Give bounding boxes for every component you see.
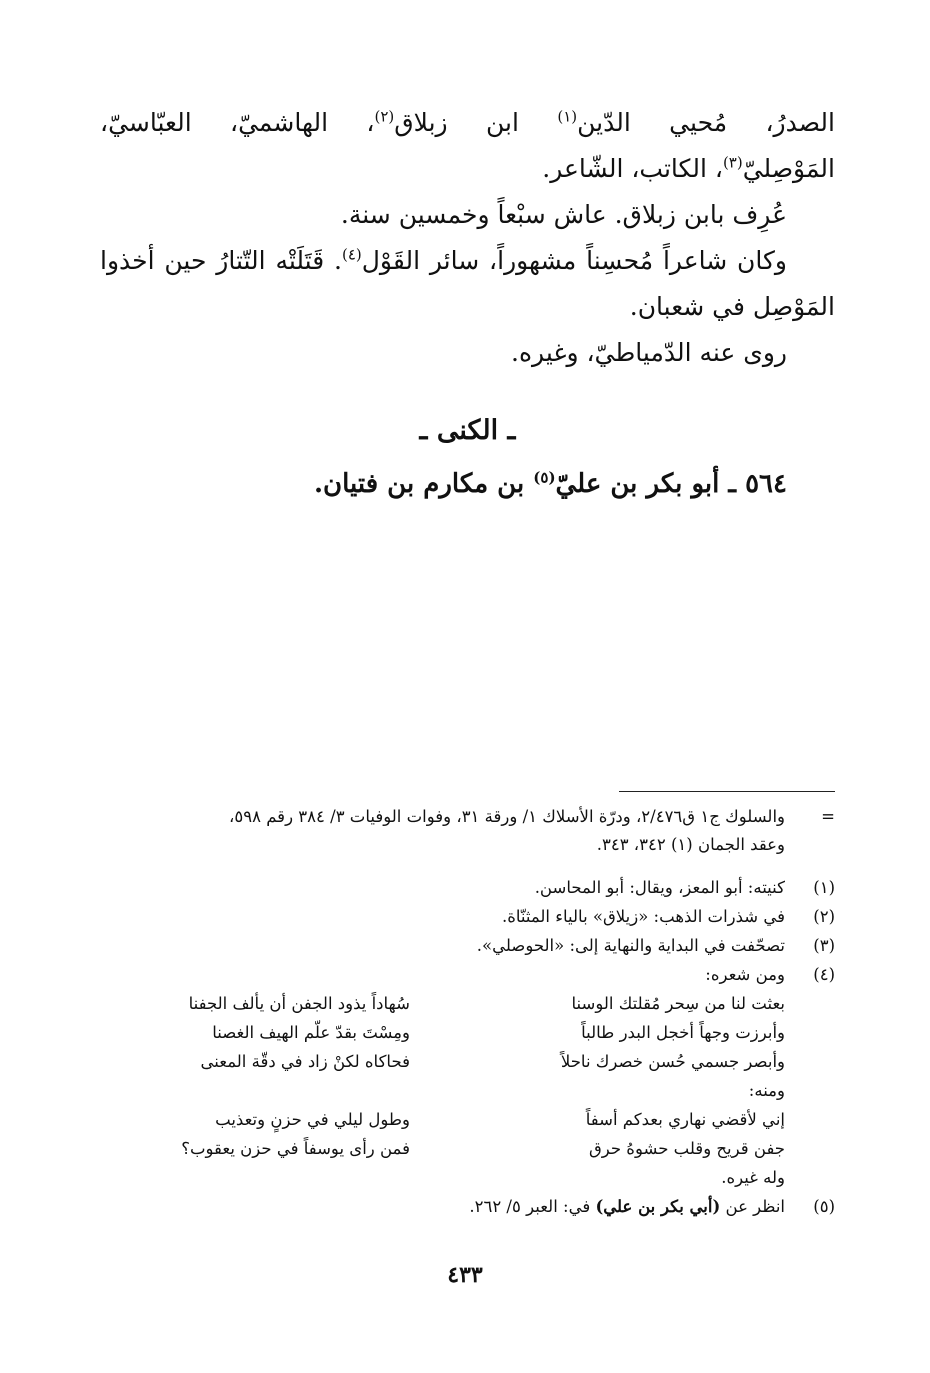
verse-line: بعثت لنا من سِحر مُقلتك الوسنا سُهاداً يذود الجفن أن يألف الجفنا [188, 994, 785, 1013]
footnote-3: (٣) تصحّفت في البداية والنهاية إلى: «الحوصلي». [476, 936, 835, 955]
verse-line: جفن قريح وقلب حشوهُ حرق فمن رأى يوسفاً في حزن يعقوب؟ [181, 1139, 785, 1158]
body-line: عُرِف بابن زبلاق. عاش سبْعاً وخمسين سنة. [340, 200, 787, 229]
footnote-5: (٥) انظر عن (أبي بكر بن علي) في: العبر ٥/ ٢٦٢. [469, 1197, 835, 1216]
page-number: ٤٣٣ [447, 1262, 483, 1288]
footnote-2: (٢) في شذرات الذهب: «زيلاق» بالياء المثنّاة. [501, 907, 835, 926]
main-text [100, 100, 835, 508]
verse-line: إني لأقضي نهاري بعدكم أسفاً وطول ليلي في حزنٍ وتعذيب [215, 1110, 785, 1129]
footnote-4: (٤) ومن شعره: [705, 965, 835, 984]
verse-line: وأبرزت وجهاً أخجل البدر طالباً ومِسْتَ بقدّ علّم الهيف الغصنا [212, 1023, 785, 1042]
body-line: المَوْصِليّ$^{(٣)}$، الكاتب، الشّاعر. [542, 153, 835, 183]
body-line: وكان شاعراً مُحسِناً مشهوراً، سائر القَوْل$^{(٤)}$. قَتَلَتْه التّتارُ حين أخذوا [100, 245, 787, 275]
footnote-line: والسلوك ج١ ق٢/٤٧٦، ودرّة الأسلاك ١/ ورقة ٣١، وفوات الوفيات ٣/ ٣٨٤ رقم ٥٩٨، [229, 807, 785, 826]
footnote-line: وله غيره. [721, 1168, 785, 1187]
body-line: روى عنه الدّمياطيّ، وغيره. [511, 338, 787, 367]
body-line: المَوْصِل في شعبان. [629, 292, 835, 321]
footnote-continuation [100, 803, 835, 859]
footnotes [100, 803, 835, 1221]
footnote-line: ومنه: [748, 1081, 785, 1100]
footnote-1: (١) كنيته: أبو المعز، ويقال: أبو المحاسن. [534, 878, 835, 897]
footnote-separator [619, 791, 835, 792]
continuation-mark: = [821, 807, 835, 826]
section-heading: ـ الكنى ـ [419, 415, 516, 446]
body-line: الصدرُ، مُحيي الدّين$^{(١)}$ ابن زبلاق$^{(٢)}$، الهاشميّ، العبّاسيّ، [100, 107, 835, 137]
entry-heading: ٥٦٤ ـ أبو بكر بن عليّ$^{(٥)}$ بن مكارم بن فتيان. [313, 468, 787, 499]
footnote-line: وعقد الجمان (١) ٣٤٢، ٣٤٣. [596, 835, 785, 854]
verse-line: وأبصر جسمي حُسن خصرك ناحلاً فحاكاه لكنْ زاد في دقّة المعنى [200, 1052, 785, 1071]
